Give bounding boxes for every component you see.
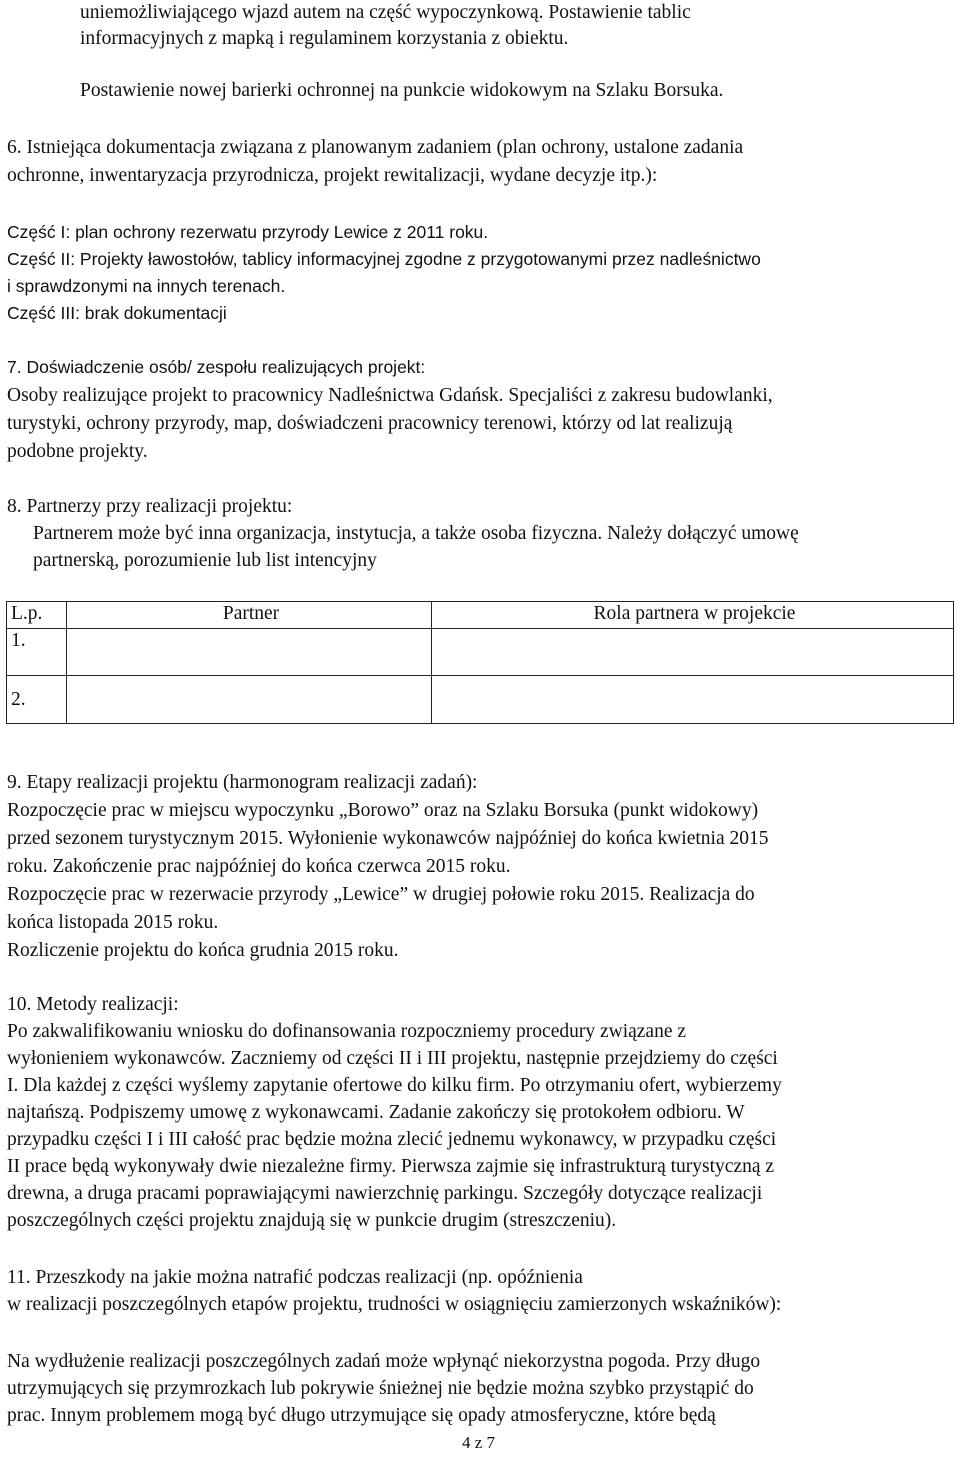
row-2-partner (67, 676, 432, 724)
section-10-line-1: Po zakwalifikowaniu wniosku do dofinansowania rozpoczniemy procedury związane z (7, 1021, 687, 1042)
section-11-heading-cont: w realizacji poszczególnych etapów projektu, trudności w osiągnięciu zamierzonych wskaźników): (7, 1294, 782, 1315)
intro-line-1: uniemożliwiającego wjazd autem na część wypoczynkową. Postawienie tablic (80, 2, 691, 23)
section-9-heading: 9. Etapy realizacji projektu (harmonogram realizacji zadań): (7, 772, 478, 793)
section-6-part-2-cont: i sprawdzonymi na innych terenach. (7, 276, 286, 296)
section-11-line-2: utrzymujących się przymrozkach lub pokrywie śnieżnej nie będzie można szybko przystąpić do (7, 1378, 754, 1399)
section-6-part-1: Część I: plan ochrony rezerwatu przyrody Lewice z 2011 roku. (7, 222, 489, 242)
section-10-line-7: drewna, a druga pracami poprawiającymi nawierzchnię parkingu. Szczegóły dotyczące realizacji (7, 1183, 763, 1204)
page-number: 4 z 7 (462, 1433, 496, 1452)
section-9-line-5: końca listopada 2015 roku. (7, 912, 219, 933)
section-7-line-2: turystyki, ochrony przyrody, map, doświadczeni pracownicy terenowi, którzy od lat realizują (7, 413, 733, 434)
table-row (7, 629, 954, 676)
section-6-heading: 6. Istniejąca dokumentacja związana z planowanym zadaniem (plan ochrony, ustalone zadania (7, 137, 744, 158)
section-10-line-2: wyłonieniem wykonawców. Zaczniemy od części II i III projektu, następnie przejdziemy do części (7, 1048, 778, 1069)
section-7-line-1: Osoby realizujące projekt to pracownicy Nadleśnictwa Gdańsk. Specjaliści z zakresu budowlanki, (7, 385, 773, 406)
intro-line-2: informacyjnych z mapką i regulaminem korzystania z obiektu. (80, 28, 569, 49)
section-10-line-4: najtańszą. Podpiszemy umowę z wykonawcami. Zadanie zakończy się protokołem odbioru. W (7, 1102, 745, 1123)
section-8-line-2: partnerską, porozumienie lub list intencyjny (33, 550, 377, 571)
section-6-part-3: Część III: brak dokumentacji (7, 303, 227, 323)
section-10-heading: 10. Metody realizacji: (7, 994, 179, 1015)
row-1-role (432, 629, 954, 676)
section-10-line-8: poszczególnych części projektu znajdują się w punkcie drugim (streszczeniu). (7, 1210, 617, 1231)
section-7-heading: 7. Doświadczenie osób/ zespołu realizujących projekt: (7, 357, 426, 377)
row-1-lp: 1. (7, 629, 67, 676)
row-2-lp: 2. (7, 676, 67, 724)
section-10-line-5: przypadku części I i III całość prac będzie można zlecić jednemu wykonawcy, w przypadku części (7, 1129, 777, 1150)
section-9-line-1: Rozpoczęcie prac w miejscu wypoczynku „Borowo” oraz na Szlaku Borsuka (punkt widokowy) (7, 800, 759, 821)
header-partner: Partner (67, 602, 432, 629)
section-11-line-1: Na wydłużenie realizacji poszczególnych zadań może wpłynąć niekorzystna pogoda. Przy długo (7, 1351, 761, 1372)
section-9-line-2: przed sezonem turystycznym 2015. Wyłonienie wykonawców najpóźniej do końca kwietnia 2015 (7, 828, 769, 849)
section-9-line-3: roku. Zakończenie prac najpóźniej do końca czerwca 2015 roku. (7, 856, 511, 877)
intro-line-3: Postawienie nowej barierki ochronnej na punkcie widokowym na Szlaku Borsuka. (80, 80, 724, 101)
table-row (7, 676, 954, 724)
row-1-partner (67, 629, 432, 676)
section-7-line-3: podobne projekty. (7, 441, 148, 462)
section-9-line-6: Rozliczenie projektu do końca grudnia 2015 roku. (7, 940, 399, 961)
section-9-line-4: Rozpoczęcie prac w rezerwacie przyrody „Lewice” w drugiej połowie roku 2015. Realizacja do (7, 884, 755, 905)
section-11-heading: 11. Przeszkody na jakie można natrafić podczas realizacji (np. opóźnienia (7, 1267, 583, 1288)
table-header-row (7, 602, 954, 629)
section-6-part-2: Część II: Projekty ławostołów, tablicy informacyjnej zgodne z przygotowanymi przez nadleśnictwo (7, 249, 761, 269)
header-role: Rola partnera w projekcie (432, 602, 954, 629)
section-10-line-6: II prace będą wykonywały dwie niezależne firmy. Pierwsza zajmie się infrastrukturą turystyczną z (7, 1156, 775, 1177)
section-8-line-1: Partnerem może być inna organizacja, instytucja, a także osoba fizyczna. Należy dołączyć umowę (33, 523, 799, 544)
row-2-role (432, 676, 954, 724)
section-8-heading: 8. Partnerzy przy realizacji projektu: (7, 496, 293, 517)
section-10-line-3: I. Dla każdej z części wyślemy zapytanie ofertowe do kilku firm. Po otrzymaniu ofert, wybierzemy (7, 1075, 782, 1096)
section-6-heading-cont: ochronne, inwentaryzacja przyrodnicza, projekt rewitalizacji, wydane decyzje itp.): (7, 165, 658, 186)
section-11-line-3: prac. Innym problemem mogą być długo utrzymujące się opady atmosferyczne, które będą (7, 1405, 716, 1426)
header-lp: L.p. (7, 602, 67, 629)
partners-table (6, 601, 954, 724)
